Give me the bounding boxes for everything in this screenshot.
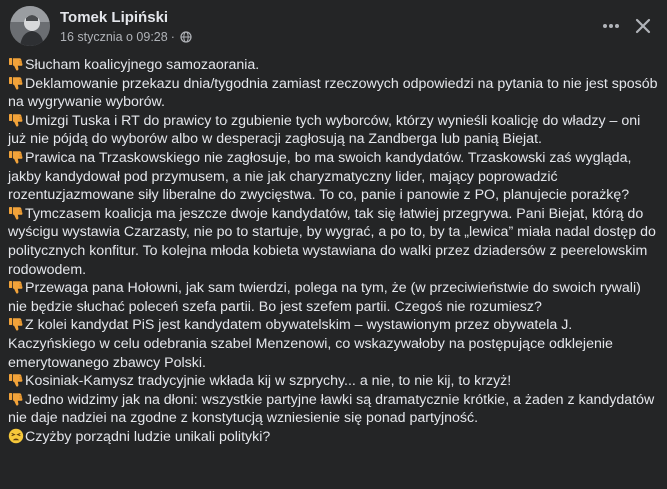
author-name[interactable]: Tomek Lipiński (60, 9, 169, 26)
thumbs-down-emoji (8, 112, 24, 128)
post-header (10, 6, 657, 48)
thumbs-down-emoji (8, 372, 24, 388)
post-timestamp[interactable]: 16 stycznia o 09:28 (60, 30, 168, 44)
paragraph-text: Słucham koalicyjnego samozaorania. (25, 57, 260, 73)
globe-icon[interactable] (180, 31, 192, 43)
paragraph-text: Deklamowanie przekazu dnia/tygodnia zamiast rzeczowych odpowiedzi na pytania to nie jest sposób na wygrywanie wyborów. (8, 75, 658, 111)
more-options-icon (601, 16, 621, 36)
post-paragraph (8, 149, 662, 205)
author-avatar[interactable] (10, 6, 50, 46)
paragraph-text: Kosiniak-Kamysz tradycyjnie wkłada kij w szprychy... a nie, to nie kij, to krzyż! (25, 373, 512, 390)
close-icon (633, 16, 653, 36)
paragraph-text: Prawica na Trzaskowskiego nie zagłosuje, bo ma swoich kandydatów. Trzaskowski zaś wygląda, jakby kandydował pod przymusem, a nie jak charyzmatyczny lider, mający poprowadzić rozentuzjazmowane siły liberalne do zwycięstwa. To co, panie i panowie z PO, planujecie porażkę? (8, 149, 632, 204)
post-paragraph (8, 372, 662, 391)
thumbs-down-emoji (8, 75, 24, 91)
paragraph-text: Przewaga pana Hołowni, jak sam twierdzi, polega na tym, że (w przeciwieństwie do swoich rywali) nie będzie słuchać poleceń szefa partii. Bo jest szefem partii. Czegoś nie rozumiesz? (8, 280, 641, 315)
thumbs-down-emoji (8, 279, 24, 295)
post-paragraph (8, 112, 662, 149)
thumbs-down-emoji (8, 56, 24, 72)
post-paragraph (8, 75, 662, 112)
post-paragraph (8, 316, 662, 372)
avatar-photo (10, 6, 50, 46)
paragraph-text: Jedno widzimy jak na dłoni: wszystkie partyjne ławki są dramatycznie krótkie, a żaden z kandydatów nie daje nadziei na zgodne z konstytucją wzniesienie się ponad partyjność. (8, 391, 655, 427)
paragraph-text: Umizgi Tuska i RT do prawicy to zgubienie tych wyborców, którzy wynieśli koalicję do władzy – oni już nie pójdą do wyborów albo w desperacji zagłosują na Zandberga lub panią Biejat. (8, 112, 641, 148)
thumbs-down-emoji (8, 205, 24, 221)
post-paragraph (8, 428, 662, 447)
header-actions (597, 12, 657, 40)
post-paragraph (8, 205, 662, 279)
post-paragraph (8, 391, 662, 428)
post-paragraph (8, 56, 662, 75)
paragraph-text: Tymczasem koalicja ma jeszcze dwoje kandydatów, tak się łatwiej przegrywa. Pani Biejat, którą do wyścigu wystawia Czarzasty, nie po to startuje, by wygrać, a po to, by ta „lewica” miała nadal dostęp do politycznych konfitur. To kolejna młoda kobieta wystawiana do walki przez dziadersów z peerelowskim rodowodem. (8, 205, 656, 278)
post-body (8, 56, 662, 446)
post-meta (60, 30, 192, 44)
close-button[interactable] (629, 12, 657, 40)
more-options-button[interactable] (597, 12, 625, 40)
post-paragraph (8, 279, 662, 316)
tired-face-emoji (8, 428, 24, 444)
paragraph-text: Z kolei kandydat PiS jest kandydatem obywatelskim – wystawionym przez obywatela J. Kaczyńskiego w celu odebrania szabel Menzenowi, co wskazywałoby na postępujące odklejenie emerytowanego zbawcy Polski. (8, 317, 613, 371)
meta-separator: · (170, 30, 175, 44)
thumbs-down-emoji (8, 316, 24, 332)
paragraph-text: Czyżby porządni ludzie unikali polityki? (25, 428, 271, 445)
thumbs-down-emoji (8, 391, 24, 407)
thumbs-down-emoji (8, 149, 24, 165)
